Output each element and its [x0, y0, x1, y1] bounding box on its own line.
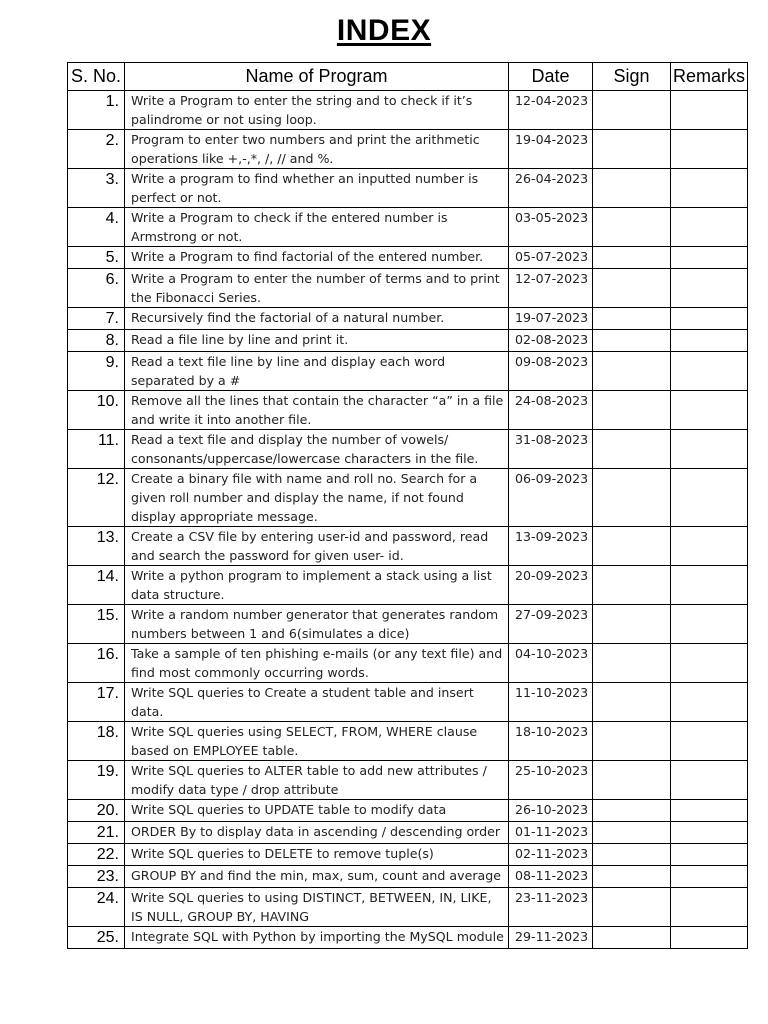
table-row — [68, 208, 748, 247]
sign-cell — [593, 644, 671, 683]
serial-number: 12. — [68, 469, 125, 527]
serial-number: 18. — [68, 722, 125, 761]
remarks-cell — [671, 888, 748, 927]
remarks-cell — [671, 605, 748, 644]
program-name: Write a Program to find factorial of the entered number. — [125, 247, 509, 269]
program-name: Read a text file and display the number of vowels/ consonants/uppercase/lowercase characters in the file. — [125, 430, 509, 469]
sign-cell — [593, 308, 671, 330]
table-row — [68, 469, 748, 527]
program-name: Recursively find the factorial of a natural number. — [125, 308, 509, 330]
sign-cell — [593, 330, 671, 352]
program-date: 18-10-2023 — [509, 722, 593, 761]
program-name: Write a Program to enter the number of terms and to print the Fibonacci Series. — [125, 269, 509, 308]
serial-number: 1. — [68, 91, 125, 130]
program-date: 02-08-2023 — [509, 330, 593, 352]
table-row — [68, 352, 748, 391]
program-date: 04-10-2023 — [509, 644, 593, 683]
program-date: 02-11-2023 — [509, 844, 593, 866]
program-date: 06-09-2023 — [509, 469, 593, 527]
sign-cell — [593, 169, 671, 208]
remarks-cell — [671, 91, 748, 130]
program-name: Read a file line by line and print it. — [125, 330, 509, 352]
program-date: 08-11-2023 — [509, 866, 593, 888]
table-row — [68, 644, 748, 683]
remarks-cell — [671, 130, 748, 169]
serial-number: 4. — [68, 208, 125, 247]
remarks-cell — [671, 169, 748, 208]
serial-number: 19. — [68, 761, 125, 800]
program-date: 12-04-2023 — [509, 91, 593, 130]
remarks-cell — [671, 391, 748, 430]
program-name: Create a binary file with name and roll no. Search for a given roll number and display the name, if not found display appropriate message. — [125, 469, 509, 527]
column-header-name: Name of Program — [125, 63, 509, 91]
column-header-remarks: Remarks — [671, 63, 748, 91]
program-name: Write SQL queries to DELETE to remove tuple(s) — [125, 844, 509, 866]
program-name: Program to enter two numbers and print the arithmetic operations like +,-,*, /, // and %. — [125, 130, 509, 169]
table-row — [68, 866, 748, 888]
column-header-sno: S. No. — [68, 63, 125, 91]
table-row — [68, 605, 748, 644]
serial-number: 14. — [68, 566, 125, 605]
sign-cell — [593, 91, 671, 130]
program-date: 03-05-2023 — [509, 208, 593, 247]
sign-cell — [593, 208, 671, 247]
remarks-cell — [671, 469, 748, 527]
program-name: ORDER By to display data in ascending / descending order — [125, 822, 509, 844]
program-name: Create a CSV file by entering user-id and password, read and search the password for given user- id. — [125, 527, 509, 566]
sign-cell — [593, 844, 671, 866]
remarks-cell — [671, 822, 748, 844]
table-row — [68, 269, 748, 308]
remarks-cell — [671, 330, 748, 352]
table-row — [68, 927, 748, 949]
page-title: INDEX — [336, 14, 432, 47]
remarks-cell — [671, 800, 748, 822]
table-row — [68, 247, 748, 269]
program-name: Write SQL queries to Create a student table and insert data. — [125, 683, 509, 722]
remarks-cell — [671, 761, 748, 800]
remarks-cell — [671, 644, 748, 683]
table-row — [68, 308, 748, 330]
program-date: 24-08-2023 — [509, 391, 593, 430]
table-row — [68, 527, 748, 566]
program-date: 09-08-2023 — [509, 352, 593, 391]
program-name: Write SQL queries to using DISTINCT, BETWEEN, IN, LIKE, IS NULL, GROUP BY, HAVING — [125, 888, 509, 927]
table-row — [68, 800, 748, 822]
serial-number: 9. — [68, 352, 125, 391]
table-row — [68, 391, 748, 430]
program-name: Write a python program to implement a stack using a list data structure. — [125, 566, 509, 605]
remarks-cell — [671, 683, 748, 722]
program-date: 11-10-2023 — [509, 683, 593, 722]
program-name: Write SQL queries using SELECT, FROM, WHERE clause based on EMPLOYEE table. — [125, 722, 509, 761]
sign-cell — [593, 391, 671, 430]
program-date: 05-07-2023 — [509, 247, 593, 269]
remarks-cell — [671, 208, 748, 247]
table-row — [68, 888, 748, 927]
program-date: 27-09-2023 — [509, 605, 593, 644]
remarks-cell — [671, 866, 748, 888]
column-header-date: Date — [509, 63, 593, 91]
program-date: 12-07-2023 — [509, 269, 593, 308]
sign-cell — [593, 800, 671, 822]
remarks-cell — [671, 927, 748, 949]
program-name: Write a Program to enter the string and to check if it’s palindrome or not using loop. — [125, 91, 509, 130]
sign-cell — [593, 605, 671, 644]
program-date: 13-09-2023 — [509, 527, 593, 566]
table-row — [68, 330, 748, 352]
serial-number: 16. — [68, 644, 125, 683]
remarks-cell — [671, 527, 748, 566]
serial-number: 17. — [68, 683, 125, 722]
program-name: Integrate SQL with Python by importing the MySQL module — [125, 927, 509, 949]
program-name: Write SQL queries to UPDATE table to modify data — [125, 800, 509, 822]
column-header-sign: Sign — [593, 63, 671, 91]
program-name: Write a random number generator that generates random numbers between 1 and 6(simulates a dice) — [125, 605, 509, 644]
table-row — [68, 430, 748, 469]
table-row — [68, 683, 748, 722]
sign-cell — [593, 247, 671, 269]
program-name: Take a sample of ten phishing e-mails (or any text file) and find most commonly occurring words. — [125, 644, 509, 683]
sign-cell — [593, 527, 671, 566]
serial-number: 7. — [68, 308, 125, 330]
serial-number: 20. — [68, 800, 125, 822]
program-date: 26-04-2023 — [509, 169, 593, 208]
serial-number: 23. — [68, 866, 125, 888]
program-date: 20-09-2023 — [509, 566, 593, 605]
serial-number: 22. — [68, 844, 125, 866]
program-date: 23-11-2023 — [509, 888, 593, 927]
program-name: Remove all the lines that contain the character “a” in a file and write it into another file. — [125, 391, 509, 430]
table-row — [68, 169, 748, 208]
serial-number: 13. — [68, 527, 125, 566]
serial-number: 25. — [68, 927, 125, 949]
remarks-cell — [671, 844, 748, 866]
serial-number: 21. — [68, 822, 125, 844]
serial-number: 15. — [68, 605, 125, 644]
table-row — [68, 91, 748, 130]
serial-number: 8. — [68, 330, 125, 352]
table-row — [68, 566, 748, 605]
program-date: 19-04-2023 — [509, 130, 593, 169]
sign-cell — [593, 722, 671, 761]
remarks-cell — [671, 430, 748, 469]
program-date: 31-08-2023 — [509, 430, 593, 469]
remarks-cell — [671, 722, 748, 761]
table-row — [68, 844, 748, 866]
sign-cell — [593, 888, 671, 927]
program-date: 26-10-2023 — [509, 800, 593, 822]
header-row — [68, 63, 748, 91]
serial-number: 11. — [68, 430, 125, 469]
sign-cell — [593, 566, 671, 605]
sign-cell — [593, 269, 671, 308]
remarks-cell — [671, 308, 748, 330]
remarks-cell — [671, 247, 748, 269]
index-table — [67, 62, 748, 949]
table-row — [68, 822, 748, 844]
sign-cell — [593, 866, 671, 888]
program-date: 19-07-2023 — [509, 308, 593, 330]
program-name: Write a program to find whether an inputted number is perfect or not. — [125, 169, 509, 208]
sign-cell — [593, 683, 671, 722]
remarks-cell — [671, 352, 748, 391]
serial-number: 5. — [68, 247, 125, 269]
serial-number: 10. — [68, 391, 125, 430]
program-name: Read a text file line by line and display each word separated by a # — [125, 352, 509, 391]
table-row — [68, 761, 748, 800]
program-name: GROUP BY and find the min, max, sum, count and average — [125, 866, 509, 888]
serial-number: 2. — [68, 130, 125, 169]
sign-cell — [593, 352, 671, 391]
program-date: 29-11-2023 — [509, 927, 593, 949]
sign-cell — [593, 430, 671, 469]
program-date: 25-10-2023 — [509, 761, 593, 800]
serial-number: 24. — [68, 888, 125, 927]
sign-cell — [593, 761, 671, 800]
serial-number: 3. — [68, 169, 125, 208]
remarks-cell — [671, 566, 748, 605]
table-row — [68, 130, 748, 169]
sign-cell — [593, 469, 671, 527]
program-name: Write SQL queries to ALTER table to add new attributes / modify data type / drop attribute — [125, 761, 509, 800]
sign-cell — [593, 822, 671, 844]
sign-cell — [593, 927, 671, 949]
sign-cell — [593, 130, 671, 169]
remarks-cell — [671, 269, 748, 308]
program-name: Write a Program to check if the entered number is Armstrong or not. — [125, 208, 509, 247]
program-date: 01-11-2023 — [509, 822, 593, 844]
serial-number: 6. — [68, 269, 125, 308]
table-row — [68, 722, 748, 761]
